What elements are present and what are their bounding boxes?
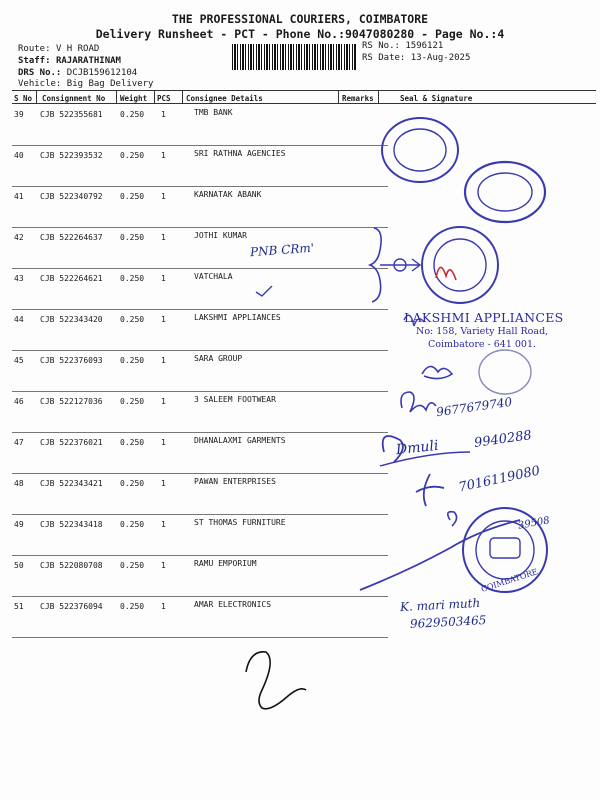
row-consignment-no: CJB 522343421 [40, 479, 103, 488]
row-pcs: 1 [161, 233, 166, 242]
vehicle-value: Big Bag Delivery [66, 79, 154, 89]
col-header-weight: Weight [120, 94, 148, 103]
row-consignment-no: CJB 522127036 [40, 397, 103, 406]
row-pcs: 1 [161, 479, 166, 488]
arrow-mark [380, 259, 420, 271]
row-pcs: 1 [161, 315, 166, 324]
drs-value: DCJB159612104 [66, 68, 138, 78]
row-weight: 0.250 [120, 151, 145, 160]
row-weight: 0.250 [120, 397, 145, 406]
row-sno: 48 [14, 479, 24, 488]
row-pcs: 1 [161, 602, 166, 611]
drs-label: DRS No.: [18, 68, 62, 78]
stamp-seal [478, 173, 532, 211]
row-sno: 51 [14, 602, 24, 611]
route-value: V H ROAD [55, 44, 100, 54]
row-sno: 46 [14, 397, 24, 406]
pnb-handwritten-note: PNB CRm' [249, 240, 315, 260]
signature-scribble [448, 512, 457, 526]
row-consignment-no: CJB 522264637 [40, 233, 103, 242]
lakshmi-stamp-address-line2: Coimbatore - 641 001. [428, 339, 537, 350]
row-consignment-no: CJB 522080708 [40, 561, 103, 570]
row-pcs: 1 [161, 438, 166, 447]
handwritten-signature-row51: K. mari muth [399, 595, 481, 615]
row-consignee: VATCHALA [194, 272, 233, 281]
row-consignee: AMAR ELECTRONICS [194, 600, 272, 609]
col-header-pcs: PCS [157, 94, 171, 103]
row-sno: 42 [14, 233, 24, 242]
row-consignee: 3 SALEEM FOOTWEAR [194, 395, 276, 404]
runsheet-header-title: THE PROFESSIONAL COURIERS, COIMBATORE [171, 12, 429, 26]
handwritten-phone-row46: 9677679740 [435, 394, 513, 420]
row-consignee: RAMU EMPORIUM [194, 559, 257, 568]
route-label: Route: [18, 44, 51, 54]
row-weight: 0.250 [120, 110, 145, 119]
col-header-seal-signature: Seal & Signature [400, 94, 473, 103]
row-consignment-no: CJB 522376093 [40, 356, 103, 365]
row-consignment-no: CJB 522376094 [40, 602, 103, 611]
rs-no-label: RS No.: [362, 41, 400, 51]
staff-value: RAJARATHINAM [55, 56, 121, 66]
row-consignee: SARA GROUP [194, 354, 243, 363]
handwritten-phone-row49: 39508 [517, 515, 551, 532]
row-sno: 45 [14, 356, 24, 365]
row-consignee: ST THOMAS FURNITURE [194, 518, 286, 527]
bracket-mark [370, 228, 381, 302]
row-sno: 50 [14, 561, 24, 570]
row-pcs: 1 [161, 356, 166, 365]
row-weight: 0.250 [120, 192, 145, 201]
row-consignment-no: CJB 522340792 [40, 192, 103, 201]
row-consignment-no: CJB 522264621 [40, 274, 103, 283]
row-consignment-no: CJB 522393532 [40, 151, 103, 160]
row-weight: 0.250 [120, 602, 145, 611]
lakshmi-stamp-name: LAKSHMI APPLIANCES [404, 310, 564, 325]
stamp-seal-center [490, 538, 520, 558]
row-consignee: TMB BANK [194, 108, 233, 117]
row-weight: 0.250 [120, 561, 145, 570]
row-weight: 0.250 [120, 274, 145, 283]
coimbatore-stamp-text: COIMBATORE [480, 567, 539, 594]
row-weight: 0.250 [120, 315, 145, 324]
stamp-seal [465, 162, 545, 222]
col-header-sno: S No [14, 94, 33, 103]
handwritten-signature-row47: Dmuli [395, 437, 440, 459]
rs-date-label: RS Date: [362, 53, 406, 63]
row-sno: 47 [14, 438, 24, 447]
row-consignee: LAKSHMI APPLIANCES [194, 313, 281, 322]
stamp-seal [479, 350, 531, 394]
row-consignment-no: CJB 522343418 [40, 520, 103, 529]
row-consignee: KARNATAK ABANK [194, 190, 262, 199]
row-consignee: PAWAN ENTERPRISES [194, 477, 276, 486]
row-sno: 40 [14, 151, 24, 160]
row-pcs: 1 [161, 151, 166, 160]
staff-label: Staff: [18, 56, 51, 66]
handwritten-phone-row48: 7016119080 [457, 463, 542, 496]
rs-date-value: 13-Aug-2025 [410, 53, 471, 63]
row-sno: 49 [14, 520, 24, 529]
signature-scribble [416, 474, 444, 506]
row-pcs: 1 [161, 397, 166, 406]
row-weight: 0.250 [120, 479, 145, 488]
col-header-remarks: Remarks [342, 94, 374, 103]
row-weight: 0.250 [120, 438, 145, 447]
vehicle-label: Vehicle: [18, 79, 62, 89]
row-pcs: 1 [161, 192, 166, 201]
row-sno: 44 [14, 315, 24, 324]
row-sno: 43 [14, 274, 24, 283]
tick-mark [256, 286, 272, 296]
runsheet-header-subtitle: Delivery Runsheet - PCT - Phone No.:9047080280 - Page No.:4 [95, 27, 505, 41]
row-pcs: 1 [161, 110, 166, 119]
row-weight: 0.250 [120, 356, 145, 365]
row-consignment-no: CJB 522376021 [40, 438, 103, 447]
col-header-consignment: Consignment No [42, 94, 106, 103]
row-weight: 0.250 [120, 520, 145, 529]
row-consignee: SRI RATHNA AGENCIES [194, 149, 286, 158]
signature-scribble [401, 392, 436, 412]
handwritten-phone-row47: 9940288 [473, 428, 533, 451]
row-pcs: 1 [161, 274, 166, 283]
row-consignment-no: CJB 522343420 [40, 315, 103, 324]
stamp-seal [394, 129, 446, 171]
row-consignee: JOTHI KUMAR [194, 231, 247, 240]
red-scribble [436, 267, 456, 280]
lakshmi-stamp-address-line1: No: 158, Variety Hall Road, [416, 326, 549, 337]
rs-no-value: 1596121 [405, 41, 444, 51]
row-pcs: 1 [161, 520, 166, 529]
row-pcs: 1 [161, 561, 166, 570]
row-consignment-no: CJB 522355681 [40, 110, 103, 119]
handwritten-phone-row51: 9629503465 [409, 613, 487, 631]
row-sno: 41 [14, 192, 24, 201]
row-consignee: DHANALAXMI GARMENTS [194, 436, 286, 445]
bottom-signature [246, 652, 306, 709]
col-header-consignee: Consignee Details [186, 94, 263, 103]
row-sno: 39 [14, 110, 24, 119]
signature-scribble [422, 366, 452, 378]
stamp-seal [434, 239, 486, 291]
row-weight: 0.250 [120, 233, 145, 242]
